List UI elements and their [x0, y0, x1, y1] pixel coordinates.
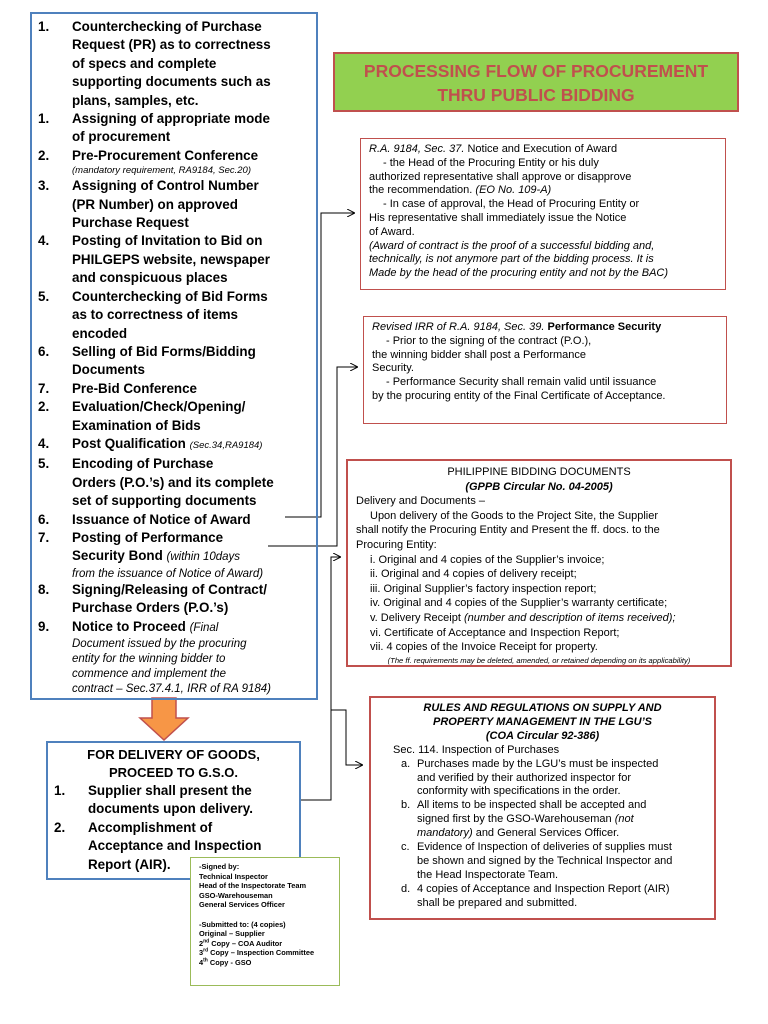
- step-item: 7. Pre-Bid Conference: [38, 380, 198, 396]
- down-arrow-icon: [140, 698, 188, 740]
- bidding-documents-box: PHILIPPINE BIDDING DOCUMENTS (GPPB Circular No. 04-2005) Delivery and Documents – Upon delivery of the Goods to the Project Site, the Supplier shall notify the Procuring Entity and Present the ff. docs. to the Procuring Entity: i. Original and 4 copies of the Supplier’s invoice; ii. Original and 4 copies of delivery receipt; iii. Original Supplier’s factory inspection report; iv. Original and 4 copies of the Supplier’s warranty certificate; v. Delivery Receipt (number and description of items received); vi. Certificate of Acceptance and Inspection Report; vii. 4 copies of the Invoice Receipt for property. (The ff. requirements may be deleted, amended, or retained depending on its applicability): [346, 459, 732, 667]
- performance-security-box: Revised IRR of R.A. 9184, Sec. 39. Performance Security - Prior to the signing of the contract (P.O.), the winning bidder shall post a Performance Security. - Performance Security shall remain valid until issuance by the procuring entity of the Final Certificate of Acceptance.: [363, 316, 727, 424]
- title-line-2: THRU PUBLIC BIDDING: [437, 85, 635, 105]
- step-item-notice-of-award: 6. Issuance of Notice of Award: [38, 511, 251, 527]
- step-item: 2. Evaluation/Check/Opening/ Examination of Bids: [38, 399, 246, 433]
- list-item: b. All items to be inspected shall be accepted and signed first by the GSO-Warehouseman (not mandatory) and General Services Officer.: [401, 799, 647, 840]
- notice-of-award-box: R.A. 9184, Sec. 37. Notice and Execution of Award - the Head of the Procuring Entity or his duly authorized representative shall approve or disapprove the recommendation. (EO No. 109-A) - In case of approval, the Head of Procuring Entity or His representative shall immediately issue the Notice of Award. (Award of contract is the proof of a successful bidding and, technically, is not anymore part of the bidding process. It is Made by the head of the procuring entity and not by the BAC): [360, 138, 726, 290]
- step-item: 1. Assigning of appropriate mode of procurement: [38, 111, 270, 145]
- step-item: 5. Encoding of Purchase Orders (P.O.’s) and its complete set of supporting documents: [38, 456, 274, 509]
- list-item: a. Purchases made by the LGU’s must be inspected and verified by their authorized inspector for conformity with specifications in the order.: [401, 757, 659, 798]
- connector-rules: [331, 710, 362, 765]
- step-item-performance-security: 7. Posting of Performance Security Bond (within 10days from the issuance of Notice of Award): [38, 529, 264, 580]
- list-item: d. 4 copies of Acceptance and Inspection Report (AIR) shall be prepared and submitted.: [401, 882, 670, 909]
- step-item: 9. Notice to Proceed (Final Document issued by the procuring entity for the winning bidder to commence and implement the contract – Sec.37.4.1, IRR of RA 9184): [38, 618, 272, 695]
- step-item: 4. Post Qualification (Sec.34,RA9184): [38, 435, 263, 451]
- step-item: 3. Assigning of Control Number (PR Number) on approved Purchase Request: [38, 178, 259, 231]
- step-item: 2. Pre-Procurement Conference (mandatory requirement, RA9184, Sec.20): [38, 147, 259, 177]
- list-item: 1. Supplier shall present the documents upon delivery.: [54, 783, 253, 817]
- title-line-1: PROCESSING FLOW OF PROCUREMENT: [363, 61, 709, 81]
- list-item: c. Evidence of Inspection of deliveries of supplies must be shown and signed by the Technical Inspector and the Head Inspectorate Team.: [401, 841, 673, 881]
- procurement-steps-box: [30, 12, 318, 700]
- step-item: 1. Counterchecking of Purchase Request (PR) as to correctness of specs and complete supporting documents such as plans, samples, etc.: [38, 19, 271, 108]
- step-item: 4. Posting of Invitation to Bid on PHILGEPS website, newspaper and conspicuous places: [38, 233, 270, 286]
- delivery-gso-box: FOR DELIVERY OF GOODS, PROCEED TO G.S.O. 1. Supplier shall present the documents upon delivery. 2. Accomplishment of Acceptance and Inspection Report (AIR).: [46, 741, 301, 880]
- step-item: 8. Signing/Releasing of Contract/ Purchase Orders (P.O.’s): [38, 581, 267, 616]
- signatories-box: -Signed by: Technical Inspector Head of the Inspectorate Team GSO-Warehouseman General Services Officer -Submitted to: (4 copies) Original – Supplier 2nd Copy – COA Auditor 3rd Copy – Inspection Committee 4th Copy - GSO: [190, 857, 340, 986]
- rules-regulations-box: RULES AND REGULATIONS ON SUPPLY AND PROPERTY MANAGEMENT IN THE LGU’S (COA Circular 92-386) Sec. 114. Inspection of Purchases a. Purchases made by the LGU’s must be inspected and verified by their authorized inspector for conformity with specifications in the order. b. All items to be inspected shall be accepted and signed first by the GSO-Warehouseman (not mandatory) and General Services Officer. c. Evidence of Inspection of deliveries of supplies must be shown and signed by the Technical Inspector and the Head Inspectorate Team. d. 4 copies of Acceptance and Inspection Report (AIR) shall be prepared and submitted.: [369, 696, 716, 920]
- list-item: 2. Accomplishment of Acceptance and Inspection Report (AIR).: [54, 819, 262, 872]
- page-title: [333, 52, 739, 112]
- step-item: 6. Selling of Bid Forms/Bidding Documents: [38, 343, 256, 378]
- step-item: 5. Counterchecking of Bid Forms as to correctness of items encoded: [38, 288, 268, 341]
